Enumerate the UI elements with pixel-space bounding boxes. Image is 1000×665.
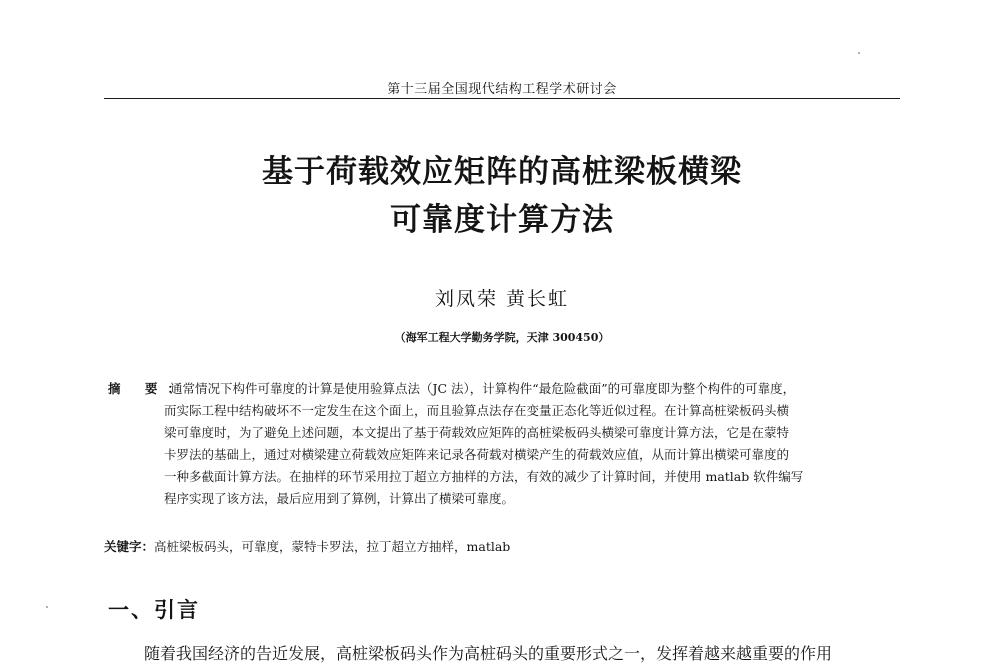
section-heading: 一、引言 [108,598,200,622]
abstract-line: 梁可靠度时，为了避免上述问题，本文提出了基于荷载效应矩阵的高桩梁板码头横梁可靠度计算方法，它是在蒙特 [164,425,790,440]
abstract-line: 通常情况下构件可靠度的计算是使用验算点法（JC 法），计算构件“最危险截面”的可靠度即为整个构件的可靠度， [170,381,796,396]
abstract-line: 卡罗法的基础上，通过对横梁建立荷载效应矩阵来记录各荷载对横梁产生的荷载效应值，从而计算出横梁可靠度的 [164,447,790,462]
authors: 刘凤荣 黄长虹 [434,288,570,310]
title-line-2: 可靠度计算方法 [390,202,614,238]
body-partial-line: 随着我国经济的告近发展，高桩梁板码头作为高桩码头的重要形式之一，发挥着越来越重要的作用 [144,644,833,663]
header-rule [104,98,900,99]
abstract-line: 一种多截面计算方法。在抽样的环节采用拉丁超立方抽样的方法，有效的减少了计算时间，并使用 matlab 软件编写 [164,469,804,484]
paper-title [104,148,900,244]
abstract-line: 而实际工程中结构破坏不一定发生在这个面上，而且验算点法存在变量正态化等近似过程。在计算高桩梁板码头横 [164,403,790,418]
title-line-1: 基于荷载效应矩阵的高桩梁板横梁 [262,154,742,190]
keywords-text: 高桩梁板码头，可靠度，蒙特卡罗法，拉丁超立方抽样，matlab [154,539,511,554]
affiliation: （海军工程大学勤务学院，天津 300450） [394,331,610,344]
scan-speck [46,606,48,608]
abstract-line: 程序实现了该方法，最后应用到了算例，计算出了横梁可靠度。 [164,491,515,506]
running-header: 第十三届全国现代结构工程学术研讨会 [387,82,617,97]
abstract-label: 摘 要： [108,381,190,396]
scan-speck [858,52,860,54]
keywords-label: 关键字： [104,539,155,554]
keywords [104,536,904,558]
abstract [104,378,904,510]
